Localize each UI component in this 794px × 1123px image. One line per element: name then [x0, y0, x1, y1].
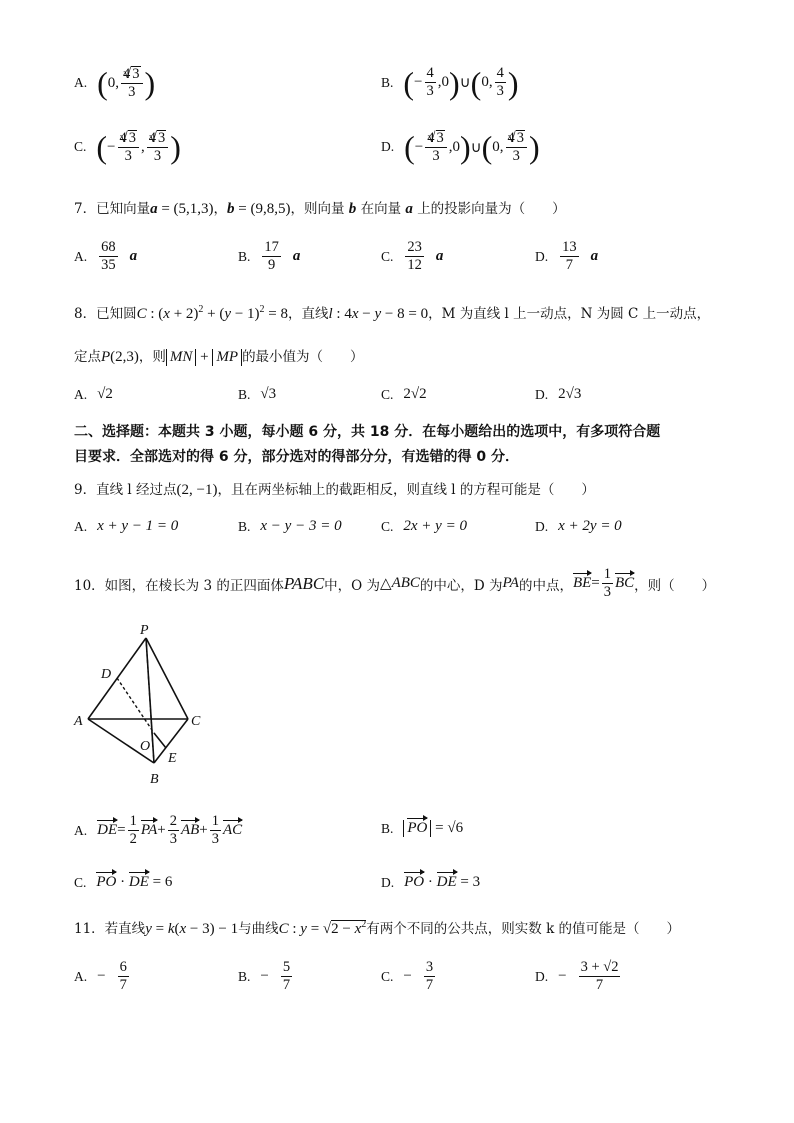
q11-option-d[interactable]: D. − $\frac{3 + √2}{7}$ [535, 959, 619, 994]
q9-option-a[interactable]: A. x + y − 1 = 0 [74, 518, 179, 534]
q8-option-d[interactable]: D. 2√3 [535, 386, 582, 402]
vertex-label-p: P [140, 623, 149, 638]
tetrahedron-figure [70, 620, 220, 790]
q6-option-a-math: ( 0, $\frac{4√ 3}{3}$ ) [97, 66, 155, 100]
q9-stem: 9．直线 l 经过点(2, −1)，且在两坐标轴上的截距相反，则直线 l 的方程可能是（ ） [74, 482, 595, 498]
q6-option-c[interactable] [74, 130, 181, 164]
option-label: D. [381, 139, 395, 155]
section-2-heading-line1: 二、选择题：本题共 3 小题，每小题 6 分，共 18 分．在每小题给出的选项中，有多项符合题 [74, 424, 661, 440]
q6-option-c-math: ( − $\frac{4√ 3}{3}$ , $\frac{4√ 3}{3}$ ) [96, 130, 180, 164]
vertex-label-c: C [191, 714, 201, 729]
q7-option-b[interactable]: B. $\frac{17}{9}$ a [238, 239, 301, 274]
q6-option-b-math: ( − $\frac{4}{3}$ ,0 ) ∪ ( 0, $\frac{4}{3}$ ) [403, 64, 519, 101]
q10-option-c[interactable]: C. PO · DE = 6 [74, 874, 173, 890]
q11-option-b[interactable]: B. − $\frac{5}{7}$ [238, 959, 291, 994]
q6-option-d[interactable] [381, 130, 540, 164]
q11-option-c[interactable]: C. − $\frac{3}{7}$ [381, 959, 434, 994]
q7-option-c[interactable]: C. $\frac{23}{12}$ a [381, 239, 444, 274]
q6-option-d-math: ( − $\frac{4√ 3}{3}$ ,0 ) ∪ ( 0, $\frac{4√ 3}{3}$ ) [404, 130, 540, 164]
vertex-label-a: A [74, 714, 83, 729]
vertex-label-b: B [150, 772, 159, 787]
q6-option-a[interactable] [74, 66, 155, 100]
q8-option-a[interactable]: A. √2 [74, 386, 113, 402]
q10-option-d[interactable]: D. PO · DE = 3 [381, 874, 481, 890]
vertex-label-d: D [101, 667, 112, 682]
option-label: A. [74, 75, 88, 91]
q8-stem-line1: 8．已知圆C : $(x + 2)^2 + (y - 1)^2 = 8$，直线l : 4x − y − 8 = 0，M 为直线 l 上一动点，N 为圆 C 上一动点， [74, 304, 711, 322]
q9-option-c[interactable]: C. 2x + y = 0 [381, 518, 467, 534]
vertex-label-o: O [140, 739, 151, 754]
q10-option-b[interactable]: B. PO = √6 [381, 820, 464, 836]
q11-stem: 11．若直线y = k(x − 3) − 1与曲线C : $y = √2 - x^2$有两个不同的公共点，则实数 k 的值可能是（ ） [74, 919, 681, 937]
q7-option-d[interactable]: D. $\frac{13}{7}$ a [535, 239, 599, 274]
q6-option-b[interactable] [381, 66, 518, 99]
q11-option-a[interactable]: A. − $\frac{6}{7}$ [74, 959, 127, 994]
option-label: B. [381, 74, 394, 90]
q8-option-c[interactable]: C. 2√2 [381, 386, 427, 402]
q10-stem: 10．如图，在棱长为 3 的正四面体 PABC 中，O 为 △ ABC 的中心，D 为 PA 的中点， BE = $\frac{1}{3}$ BC ，则（ ） [74, 566, 716, 601]
q7-option-a[interactable]: A. $\frac{68}{35}$ a [74, 239, 138, 274]
q8-stem-line2: 定点P(2,3)，则 MN + MP 的最小值为（ ） [74, 349, 364, 365]
option-label: C. [74, 139, 87, 155]
q10-option-a[interactable]: A. DE = $\frac{1}{2}$ PA + $\frac{2}{3}$ AB + $\frac{1}{3}$ AC [74, 813, 243, 848]
q7-stem: 7．已知向量a = (5,1,3)，b = (9,8,5)，则向量 b 在向量 a 上的投影向量为（ ） [74, 201, 566, 217]
vertex-label-e: E [168, 751, 177, 766]
q9-option-d[interactable]: D. x + 2y = 0 [535, 518, 622, 534]
q8-option-b[interactable]: B. √3 [238, 386, 277, 402]
q9-option-b[interactable]: B. x − y − 3 = 0 [238, 518, 342, 534]
section-2-heading-line2: 目要求．全部选对的得 6 分，部分选对的得部分分，有选错的得 0 分． [74, 449, 519, 465]
